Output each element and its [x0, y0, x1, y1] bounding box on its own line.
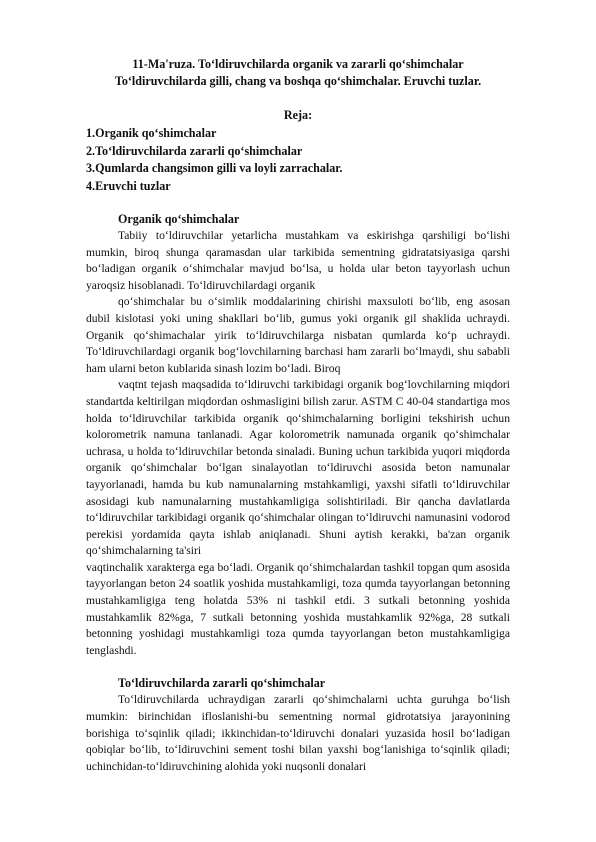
plan-item: 3.Qumlarda changsimon gilli va loyli zarrachalar. — [86, 161, 343, 175]
paragraph: Tabiiy to‘ldiruvchilar yetarlicha mustahkam va eskirishga qarshiligi bo‘lishi mumkin, biroq shunga qaramasdan ular tarkibida sementning gidratatsiyasiga qarshi bo‘ladigan organik o‘shimchalar mavjud bo‘lsa, u holda ular beton tayyorlash uchun yaroqsiz hisoblanadi. To‘ldiruvchilardagi organik — [86, 229, 510, 292]
document-page — [86, 56, 510, 775]
plan-item: 4.Eruvchi tuzlar — [86, 178, 171, 193]
plan-list — [86, 125, 510, 195]
paragraph: To‘ldiruvchilarda uchraydigan zararli qo‘shimchalarni uchta guruhga bo‘lish mumkin: birinchidan ifloslanishi-bu sementning normal gidrotatsiya jarayonining borishiga to‘sqinlik qiladi; ikkinchidan-to‘ldiruvchi donalari yuzasida hosil bo‘ladigan qobiqlar bo‘lib, to‘ldiruvchini sement toshi bilan yaxshi bog‘lanishiga to‘sqinlik qiladi; uchinchidan-to‘ldiruvchining alohida yoki nuqsonli donalari — [86, 693, 510, 773]
lecture-subtitle: To‘ldiruvchilarda gilli, chang va boshqa qo‘shimchalar. Eruvchi tuzlar. — [114, 74, 482, 88]
section-heading-organic: Organik qo‘shimchalar — [118, 212, 240, 226]
lecture-title: 11-Ma'ruza. To‘ldiruvchilarda organik va zararli qo‘shimchalar — [132, 57, 464, 71]
paragraph: vaqtinchalik xarakterga ega bo‘ladi. Organik qo‘shimchalardan tashkil topgan qum asosida tayyorlangan beton 24 soatlik yoshida mustahkamligi, toza qumda tayyorlangan betonning mustahkamligiga teng holatda 53% ni tashkil etdi. 3 sutkali betonning yoshida mustahkamlik 82%ga, 7 sutkali betonning yoshida mustahkamlik 92%ga, 28 sutkali betonning yoshidagi mustahkamligi toza qumda tayyorlangan beton mustahkamligiga tenglashdi. — [86, 560, 510, 657]
section-heading-harmful: To‘ldiruvchilarda zararli qo‘shimchalar — [118, 676, 326, 691]
paragraph: vaqtnt tejash maqsadida to‘ldiruvchi tarkibidagi organik bog‘lovchilarning miqdori standartda keltirilgan miqdordan oshmasligini bilish zarur. ASTM C 40-04 standartiga mos holda to‘ldiruvchilar tarkibida organik qo‘shimchalarning borligini tekshirish uchun kolorometrik namuna tanlanadi. Agar kolorometrik namunada organik qo‘shimchalar uchrasa, u holda to‘ldiruvchilar betonda sinaladi. Buning uchun tarkibida yuqori miqdorda organik qo‘shimchalar bo‘lgan sinalayotlan to‘ldiruvchi asosida beton namunalar tayyorlanadi, hamda bu kub namunalarning mstahkamligi, yaxshi sifatli to‘ldiruvchilar asosidagi kub namunalarning mustahkamligiga solishtiriladi. Bir qancha davlatlarda to‘ldiruvchilar tarkibidagi organik qo‘shimchalar olingan to‘ldiruvchi namunasini vodorod perekisi yordamida qayta ishlab aniqlanadi. Shuni aytish kerakki, ba'zan organik qo‘shimchalarning ta'siri — [86, 378, 510, 558]
plan-item: 1.Organik qo‘shimchalar — [86, 126, 217, 140]
paragraph: qo‘shimchalar bu o‘simlik moddalarining chirishi maxsuloti bo‘lib, eng asosan dubil kislotasi yoki uning shakllari bo‘lib, gumus yoki organik gil shaklida uchraydi. Organik qo‘shimachalar yirik to‘ldiruvchilarga nisbatan qumlarda ko‘p uchraydi. To‘ldiruvchilardagi organik bog‘lovchilarning barchasi ham zararli bo‘lmaydi, shu sababli ham ularni beton kublarida sinash lozim bo‘ladi. Biroq — [86, 295, 510, 375]
plan-heading: Reja: — [283, 108, 313, 122]
plan-item: 2.To‘ldiruvchilarda zararli qo‘shimchalar — [86, 143, 303, 158]
